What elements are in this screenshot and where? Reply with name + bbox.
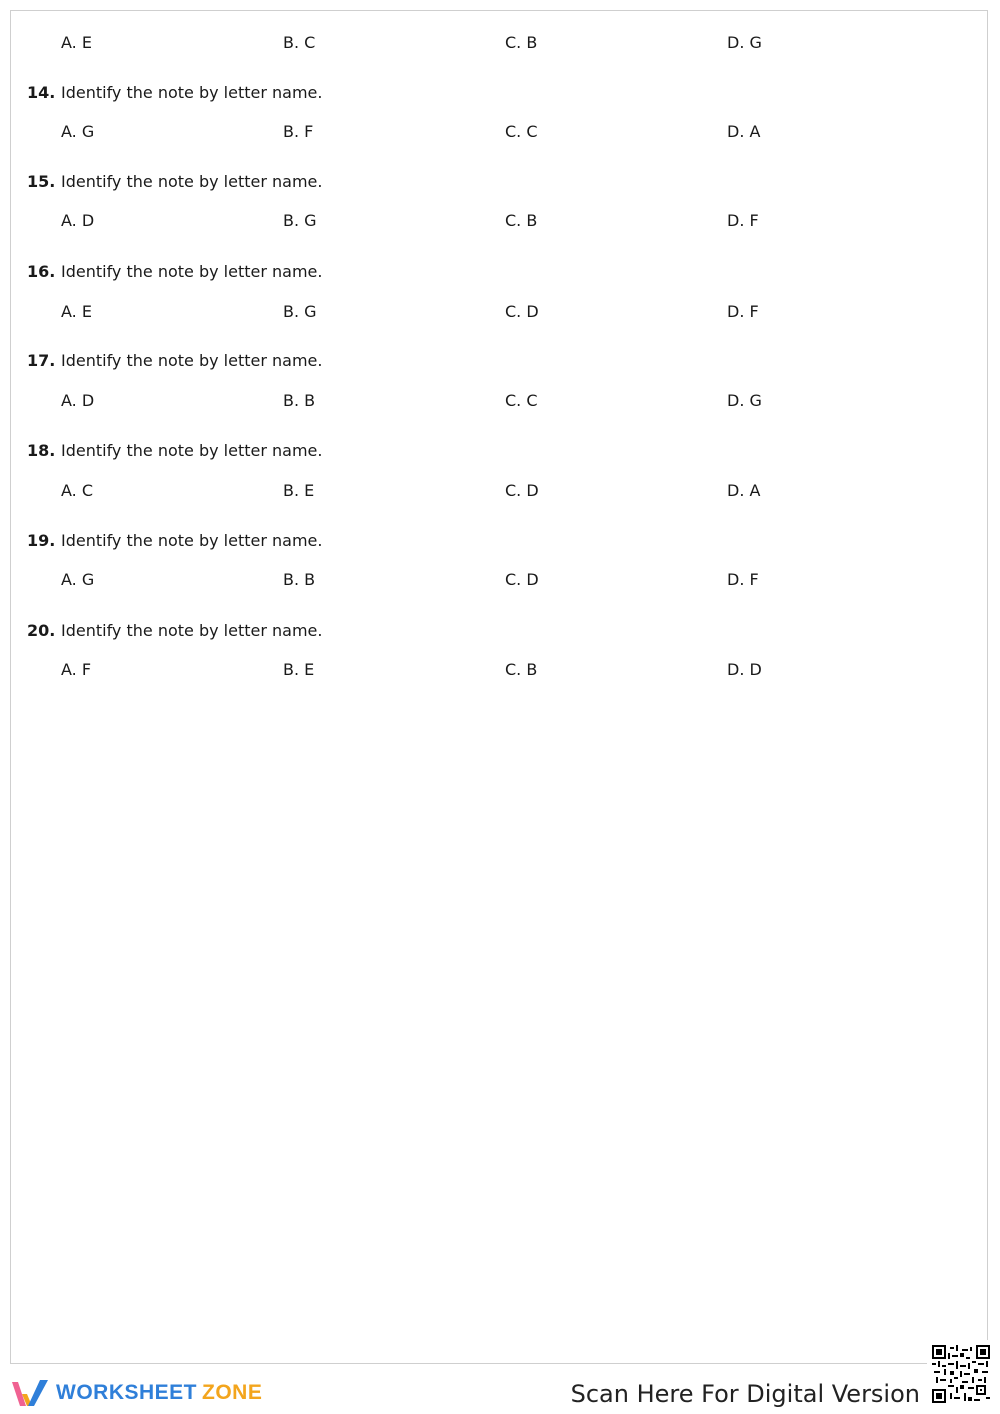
question-text: Identify the note by letter name. <box>61 621 323 640</box>
option-c[interactable]: C. D <box>505 570 539 589</box>
option-b[interactable]: B. B <box>283 570 316 589</box>
option-a[interactable]: A. F <box>61 660 92 679</box>
option-d[interactable]: D. F <box>727 211 759 230</box>
question-number: 20. <box>27 621 56 640</box>
option-b[interactable]: B. B <box>283 391 316 410</box>
option-b[interactable]: B. G <box>283 211 317 230</box>
option-c[interactable]: C. B <box>505 211 538 230</box>
question-text: Identify the note by letter name. <box>61 441 323 460</box>
question-text: Identify the note by letter name. <box>61 531 323 550</box>
option-d[interactable]: D. D <box>727 660 762 679</box>
question-text: Identify the note by letter name. <box>61 172 323 191</box>
scan-instruction: Scan Here For Digital Version <box>570 1380 920 1408</box>
question-number: 19. <box>27 531 56 550</box>
question-18 <box>27 441 322 460</box>
option-c[interactable]: C. B <box>505 33 538 52</box>
question-19 <box>27 531 322 550</box>
question-20 <box>27 621 322 640</box>
option-b[interactable]: B. E <box>283 660 315 679</box>
option-d[interactable]: D. G <box>727 33 762 52</box>
question-number: 16. <box>27 262 56 281</box>
worksheetzone-logo-icon <box>10 1376 50 1410</box>
brand-name <box>56 1381 262 1405</box>
question-text: Identify the note by letter name. <box>61 83 323 102</box>
option-a[interactable]: A. G <box>61 122 95 141</box>
option-a[interactable]: A. G <box>61 570 95 589</box>
question-text: Identify the note by letter name. <box>61 262 323 281</box>
question-15 <box>27 172 322 191</box>
footer-logo[interactable] <box>10 1376 262 1410</box>
option-a[interactable]: A. E <box>61 302 92 321</box>
question-17 <box>27 351 322 370</box>
option-d[interactable]: D. F <box>727 302 759 321</box>
brand-part2: ZONE <box>202 1381 263 1404</box>
question-number: 18. <box>27 441 56 460</box>
question-number: 17. <box>27 351 56 370</box>
option-a[interactable]: A. D <box>61 391 95 410</box>
question-number: 15. <box>27 172 56 191</box>
option-c[interactable]: C. D <box>505 481 539 500</box>
question-text: Identify the note by letter name. <box>61 351 323 370</box>
option-b[interactable]: B. E <box>283 481 315 500</box>
question-16 <box>27 262 322 281</box>
option-a[interactable]: A. D <box>61 211 95 230</box>
option-b[interactable]: B. C <box>283 33 316 52</box>
option-d[interactable]: D. F <box>727 570 759 589</box>
brand-part1: WORKSHEET <box>56 1381 197 1404</box>
option-c[interactable]: C. C <box>505 122 538 141</box>
option-a[interactable]: A. C <box>61 481 94 500</box>
option-b[interactable]: B. G <box>283 302 317 321</box>
option-d[interactable]: D. A <box>727 122 761 141</box>
option-c[interactable]: C. D <box>505 302 539 321</box>
option-d[interactable]: D. A <box>727 481 761 500</box>
option-c[interactable]: C. B <box>505 660 538 679</box>
qr-code-icon[interactable] <box>927 1340 995 1408</box>
question-number: 14. <box>27 83 56 102</box>
question-14 <box>27 83 322 102</box>
option-c[interactable]: C. C <box>505 391 538 410</box>
option-d[interactable]: D. G <box>727 391 762 410</box>
option-a[interactable]: A. E <box>61 33 92 52</box>
option-b[interactable]: B. F <box>283 122 314 141</box>
worksheet-page <box>10 10 988 1364</box>
